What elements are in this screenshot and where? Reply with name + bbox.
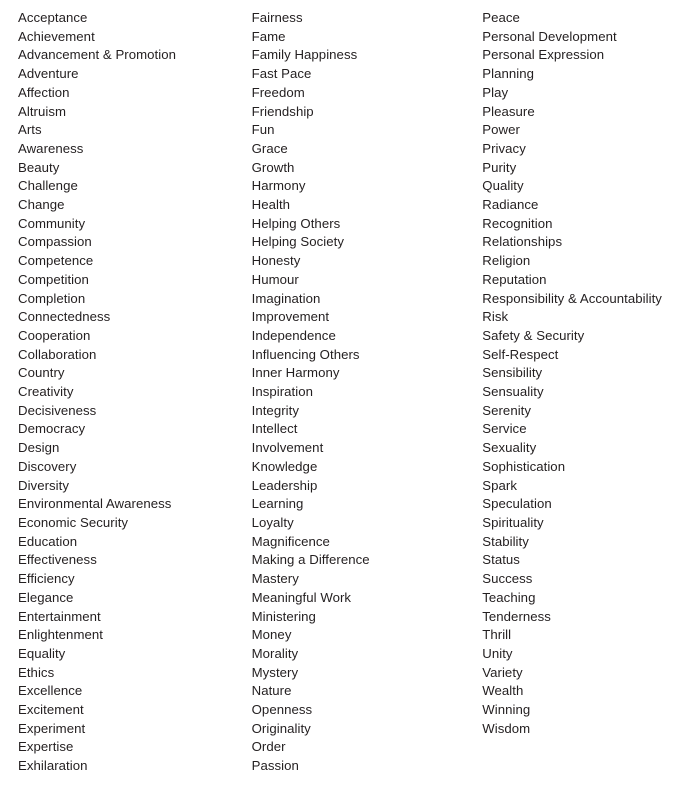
value-item: Completion [18,290,86,306]
value-item: Knowledge [251,458,318,474]
value-item: Helping Others [251,215,341,231]
values-column-2 [252,9,483,776]
value-item: Affection [18,84,70,100]
value-item: Making a Difference [251,552,370,568]
value-item: Involvement [251,440,324,456]
value-item: Wisdom [482,720,531,736]
value-item: Freedom [251,84,305,100]
value-item: Play [482,84,509,100]
value-item: Teaching [482,589,536,605]
value-item: Elegance [18,589,74,605]
value-item: Thrill [482,627,512,643]
value-item: Intellect [251,421,298,437]
value-item: Health [251,197,291,213]
value-item: Competition [18,271,89,287]
value-item: Quality [482,178,524,194]
value-item: Fun [251,122,275,138]
value-item: Relationships [482,234,563,250]
value-item: Sexuality [482,440,537,456]
value-item: Effectiveness [18,552,97,568]
value-item: Power [482,122,520,138]
value-item: Compassion [18,234,92,250]
value-item: Imagination [251,290,321,306]
value-item: Equality [18,645,66,661]
value-item: Fast Pace [251,66,312,82]
value-item: Religion [482,253,531,269]
values-column-1 [18,9,252,776]
value-item: Meaningful Work [251,589,352,605]
value-item: Variety [482,664,523,680]
value-item: Planning [482,66,534,82]
value-item: Country [18,365,65,381]
value-item: Spirituality [482,514,544,530]
value-item: Service [482,421,527,437]
value-item: Education [18,533,78,549]
value-item: Humour [251,271,299,287]
value-item: Safety & Security [482,327,585,343]
value-item: Collaboration [18,346,97,362]
value-item: Fairness [251,10,303,25]
value-item: Peace [482,10,520,25]
value-item: Beauty [18,159,60,175]
value-item: Tenderness [482,608,551,624]
value-item: Order [251,739,286,755]
value-item: Money [251,627,292,643]
value-item: Inspiration [251,384,314,400]
value-item: Passion [251,758,299,774]
value-item: Learning [251,496,304,512]
value-item: Sensuality [482,384,544,400]
value-item: Speculation [482,496,552,512]
value-item: Altruism [18,103,67,119]
value-item: Personal Expression [482,47,605,63]
value-item: Competence [18,253,94,269]
value-item: Unity [482,645,513,661]
value-item: Openness [251,702,313,718]
value-item: Mystery [251,664,299,680]
value-item: Nature [251,683,292,699]
value-item: Stability [482,533,529,549]
value-item: Exhilaration [18,758,88,774]
value-item: Self-Respect [482,346,559,362]
value-item: Ministering [251,608,316,624]
value-item: Experiment [18,720,86,736]
value-item: Diversity [18,477,70,493]
value-item: Fame [251,28,286,44]
value-item: Creativity [18,384,74,400]
value-item: Wealth [482,683,524,699]
value-item: Acceptance [18,10,88,25]
value-item: Originality [251,720,311,736]
value-item: Enlightenment [18,627,103,643]
value-item: Influencing Others [251,346,360,362]
value-item: Morality [251,645,299,661]
value-item: Leadership [251,477,318,493]
value-item: Change [18,197,65,213]
value-item: Decisiveness [18,402,97,418]
value-item: Harmony [251,178,306,194]
value-item: Pleasure [482,103,535,119]
value-item: Economic Security [18,514,129,530]
value-item: Risk [482,309,509,325]
value-item: Sophistication [482,458,566,474]
value-item: Awareness [18,140,84,156]
value-item: Magnificence [251,533,330,549]
value-item: Entertainment [18,608,101,624]
value-item: Winning [482,702,531,718]
value-item: Democracy [18,421,86,437]
value-item: Recognition [482,215,553,231]
value-item: Personal Development [482,28,617,44]
value-item: Success [482,571,533,587]
value-item: Challenge [18,178,78,194]
value-item: Inner Harmony [251,365,340,381]
value-item: Family Happiness [251,47,358,63]
value-item: Privacy [482,140,526,156]
values-columns [18,9,695,776]
value-item: Friendship [251,103,314,119]
value-item: Honesty [251,253,301,269]
value-item: Connectedness [18,309,111,325]
value-item: Arts [18,122,42,138]
values-column-3 [482,9,695,738]
value-item: Loyalty [251,514,294,530]
value-item: Expertise [18,739,74,755]
value-item: Achievement [18,28,95,44]
value-item: Cooperation [18,327,91,343]
value-item: Sensibility [482,365,543,381]
value-item: Reputation [482,271,547,287]
value-item: Efficiency [18,571,75,587]
value-item: Adventure [18,66,79,82]
value-item: Excellence [18,683,83,699]
value-item: Helping Society [251,234,345,250]
value-item: Responsibility & Accountability [482,290,662,306]
value-item: Community [18,215,86,231]
value-item: Excitement [18,702,84,718]
value-item: Discovery [18,458,77,474]
value-item: Environmental Awareness [18,496,172,512]
value-item: Purity [482,159,517,175]
value-item: Serenity [482,402,532,418]
value-item: Improvement [251,309,330,325]
value-item: Design [18,440,60,456]
value-item: Ethics [18,664,55,680]
value-item: Spark [482,477,517,493]
value-item: Mastery [251,571,299,587]
value-item: Grace [251,140,288,156]
value-item: Integrity [251,402,299,418]
value-item: Radiance [482,197,539,213]
value-item: Independence [251,327,336,343]
value-item: Growth [251,159,295,175]
value-item: Status [482,552,520,568]
value-item: Advancement & Promotion [18,47,177,63]
